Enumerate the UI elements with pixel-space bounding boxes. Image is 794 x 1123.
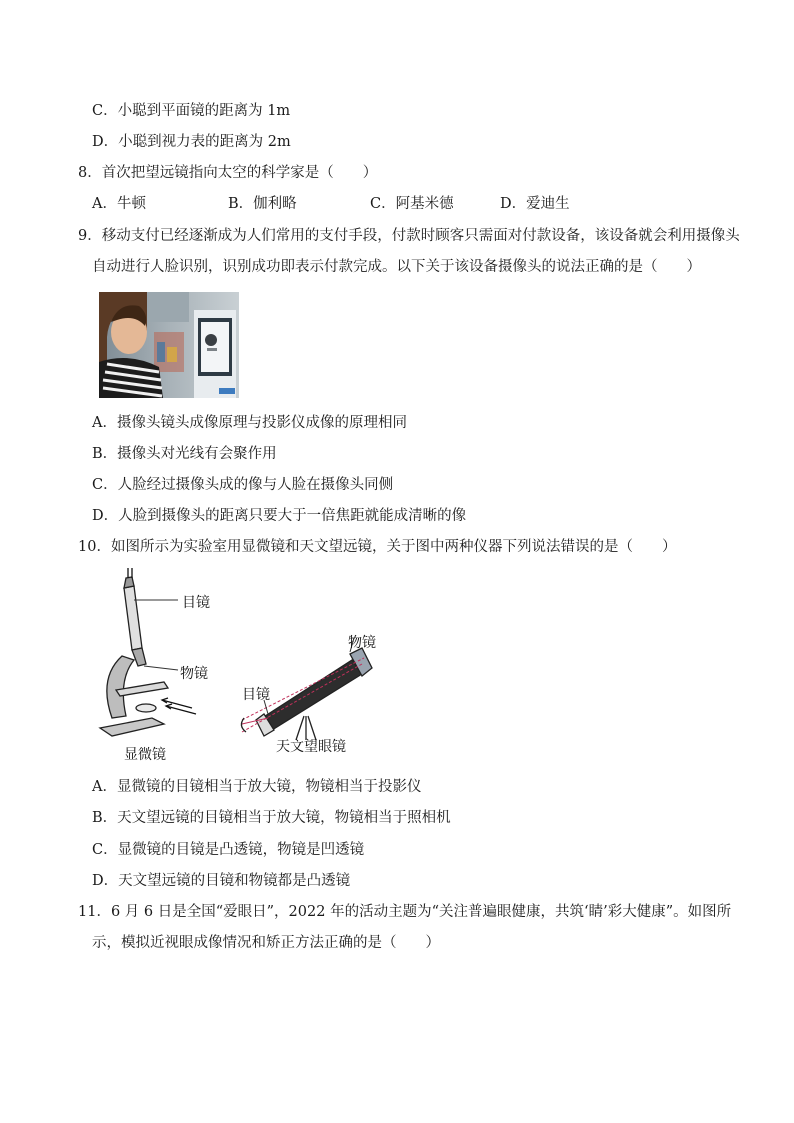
microscope-telescope-figure <box>92 568 392 768</box>
label-microscope-objective: 物镜 <box>180 666 208 682</box>
q10-stem: 10．如图所示为实验室用显微镜和天文望远镜，关于图中两种仪器下列说法错误的是（ ） <box>78 539 677 555</box>
q9-stem-line1: 9．移动支付已经逐渐成为人们常用的支付手段，付款时顾客只需面对付款设备，该设备就会利用摄像头 <box>78 228 740 244</box>
label-telescope-eyepiece: 目镜 <box>242 687 270 703</box>
q11-stem-line2: 示，模拟近视眼成像情况和矫正方法正确的是（ ） <box>92 935 440 951</box>
label-microscope: 显微镜 <box>124 747 166 763</box>
label-telescope: 天文望眼镜 <box>276 739 346 755</box>
q10-option-a: A．显微镜的目镜相当于放大镜，物镜相当于投影仪 <box>92 779 422 795</box>
q10-option-b: B．天文望远镜的目镜相当于放大镜，物镜相当于照相机 <box>92 810 451 826</box>
q8-option-c: C．阿基米德 <box>370 196 454 212</box>
q7-option-d: D．小聪到视力表的距离为 2m <box>92 134 291 150</box>
q10-option-d: D．天文望远镜的目镜和物镜都是凸透镜 <box>92 873 351 889</box>
q9-option-d: D．人脸到摄像头的距离只要大于一倍焦距就能成清晰的像 <box>92 508 467 524</box>
q10-option-c: C．显微镜的目镜是凸透镜，物镜是凹透镜 <box>92 842 365 858</box>
q7-option-c: C．小聪到平面镜的距离为 1m <box>92 103 291 119</box>
q8-stem: 8．首次把望远镜指向太空的科学家是（ ） <box>78 165 378 181</box>
q8-option-b: B．伽利略 <box>228 196 297 212</box>
q9-option-b: B．摄像头对光线有会聚作用 <box>92 446 277 462</box>
q9-option-a: A．摄像头镜头成像原理与投影仪成像的原理相同 <box>92 415 407 431</box>
q9-option-c: C．人脸经过摄像头成的像与人脸在摄像头同侧 <box>92 477 394 493</box>
label-microscope-eyepiece: 目镜 <box>182 595 210 611</box>
q11-stem-line1: 11．6 月 6 日是全国“爱眼日”，2022 年的活动主题为“关注普遍眼健康，共筑‘睛’彩大健康”。如图所 <box>78 904 732 920</box>
label-telescope-objective: 物镜 <box>348 635 376 651</box>
face-payment-photo <box>99 292 239 398</box>
q8-option-a: A．牛顿 <box>92 196 146 212</box>
q9-stem-line2: 自动进行人脸识别，识别成功即表示付款完成。以下关于该设备摄像头的说法正确的是（ ） <box>92 259 701 275</box>
q8-option-d: D．爱迪生 <box>500 196 570 212</box>
